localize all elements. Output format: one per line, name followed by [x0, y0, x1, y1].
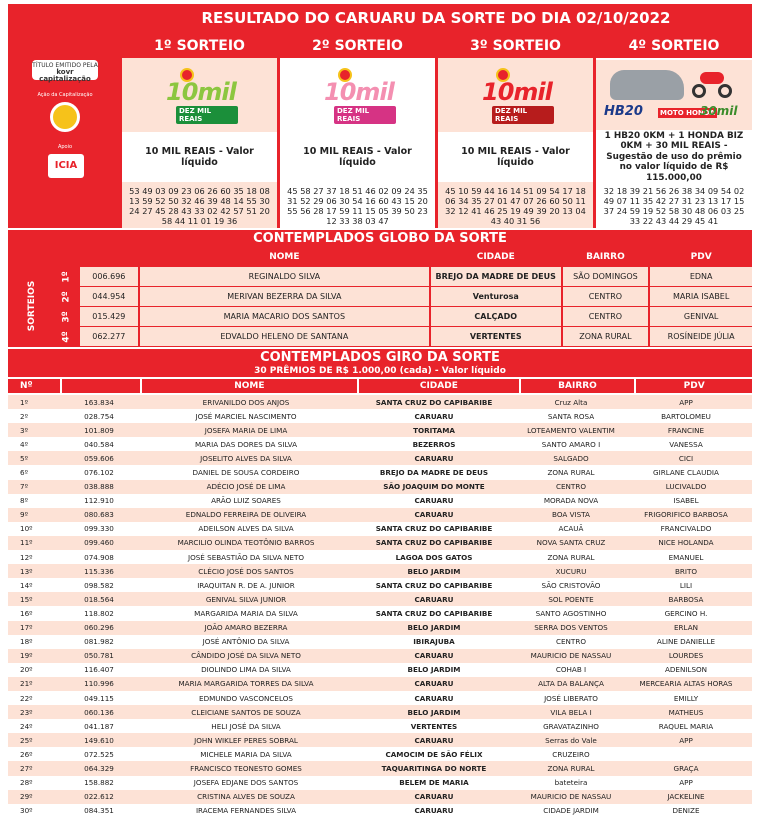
table-row [8, 804, 752, 818]
row-pdv: FRANCIVALDO [660, 524, 712, 534]
row-name: EDMUNDO VASCONCELOS [199, 693, 293, 703]
kovr-name: kovr capitalização [39, 68, 91, 83]
row-city: LAGOA DOS GATOS [395, 552, 473, 562]
drawn-numbers: 45 58 27 37 18 51 46 02 09 24 35 31 52 29 06 30 54 16 60 43 15 20 55 56 28 17 59 11 15 05 39 50 23 12 33 38 03 47 [287, 186, 428, 226]
row-name: MICHELE MARIA DA SILVA [200, 749, 292, 759]
row-number: 1º [20, 397, 28, 407]
sorteio-2-card [280, 34, 435, 228]
row-number: 14º [20, 580, 33, 590]
row-number: 16º [20, 608, 33, 618]
sorteio-1-card [122, 34, 277, 228]
row-district: ZONA RURAL [547, 763, 595, 773]
row-district: CRUZEIRO [552, 749, 590, 759]
row-name: HELI JOSÉ DA SILVA [211, 721, 281, 731]
row-district: BOA VISTA [552, 510, 590, 520]
row-city: CARUARU [414, 510, 454, 520]
row-pdv: JACKELINE [667, 792, 705, 802]
row-city: CARUARU [414, 735, 454, 745]
row-name: DIOLINDO LIMA DA SILVA [201, 665, 291, 675]
giro-subheading: 30 PRÊMIOS DE R$ 1.000,00 (cada) - Valor líquido [8, 365, 752, 377]
row-pdv: MATHEUS [668, 707, 704, 717]
row-ticket: 099.460 [84, 538, 114, 548]
row-number: 8º [20, 496, 28, 506]
giro-table [8, 395, 752, 818]
prize-description: 10 MIL REAIS - Valor líquido [122, 132, 277, 182]
row-number: 21º [20, 679, 33, 689]
row-ticket: 163.834 [84, 397, 114, 407]
trinta-mil-badge: 30mil [700, 104, 738, 118]
row-district: NOVA SANTA CRUZ [536, 538, 606, 548]
row-city: CARUARU [414, 411, 454, 421]
col-pdv: PDV [650, 247, 752, 266]
row-number: 17º [20, 623, 33, 633]
row-ticket: 040.584 [84, 439, 114, 449]
row-name: MARIA MARGARIDA TORRES DA SILVA [178, 679, 314, 689]
sorteio-heading: 2º SORTEIO [280, 34, 435, 58]
table-row [8, 550, 752, 564]
table-row [8, 395, 752, 409]
sorteio-heading: 1º SORTEIO [122, 34, 277, 58]
row-ticket: 050.781 [84, 651, 114, 661]
table-row [8, 480, 752, 494]
row-city: CARUARU [414, 594, 454, 604]
row-district: SÃO CRISTOVÃO [541, 580, 601, 590]
row-pdv: GRAÇA [673, 763, 699, 773]
table-row: 3º 015.429 MARIA MACARIO DOS SANTOS CALÇADO CENTRO GENIVAL [56, 307, 752, 326]
row-name: ARÃO LUIZ SOARES [211, 496, 281, 506]
row-district: Serras do Vale [545, 735, 597, 745]
row-pdv: ADENILSON [664, 665, 708, 675]
row-city: BELEM DE MARIA [399, 778, 469, 788]
globo-table [8, 247, 752, 347]
row-pdv: LUCIVALDO [665, 482, 707, 492]
row-name: GENIVAL SILVA JUNIOR [205, 594, 287, 604]
row-number: 26º [20, 749, 33, 759]
table-row [8, 635, 752, 649]
row-name: JOSÉ ANTÔNIO DA SILVA [202, 637, 290, 647]
row-number: 18º [20, 637, 33, 647]
drawn-numbers: 32 18 39 21 56 26 38 34 09 54 02 49 07 11 35 42 27 31 23 13 17 15 37 24 59 19 52 58 30 48 06 03 25 33 22 43 44 29 45 41 [603, 186, 745, 226]
row-name: IRACEMA FERNANDES SILVA [195, 806, 297, 816]
row-pdv: APP [679, 778, 693, 788]
row-city: CARUARU [414, 453, 454, 463]
page-title: RESULTADO DO CARUARU DA SORTE DO DIA 02/10/2022 [201, 9, 671, 27]
row-city: CARUARU [414, 693, 454, 703]
table-row [8, 663, 752, 677]
row-name: JOSÉ SEBASTIÃO DA SILVA NETO [187, 552, 305, 562]
table-row: 4º 062.277 EDVALDO HELENO DE SANTANA VERTENTES ZONA RURAL ROSÍNEIDE JÚLIA [56, 327, 752, 346]
cac-caption: Ação da Capitalização [37, 92, 93, 98]
row-district: COHAB I [555, 665, 587, 675]
row-district: MAURICIO DE NASSAU [530, 792, 612, 802]
row-ticket: 072.525 [84, 749, 114, 759]
row-ticket: 028.754 [84, 411, 114, 421]
row-ticket: 084.351 [84, 806, 114, 816]
sorteios-side-label: SORTEIOS [27, 280, 37, 332]
prize-description: 10 MIL REAIS - Valor líquido [280, 132, 435, 182]
table-row [8, 790, 752, 804]
row-city: SANTA CRUZ DO CAPIBARIBE [375, 397, 493, 407]
prize-image [596, 60, 752, 130]
col-nome: NOME [140, 247, 429, 266]
row-district: SANTA ROSA [547, 411, 595, 421]
row-ticket: 022.612 [84, 792, 114, 802]
row-district: CENTRO [556, 482, 586, 492]
row-ticket: 110.996 [84, 679, 114, 689]
row-city: SÃO JOAQUIM DO MONTE [383, 482, 485, 492]
row-ticket: 118.802 [84, 608, 114, 618]
table-row: 1º 006.696 REGINALDO SILVA BREJO DA MADRE DE DEUS SÃO DOMINGOS EDNA [56, 267, 752, 286]
row-pdv: EMILLY [673, 693, 699, 703]
row-district: SANTO AMARO I [541, 439, 601, 449]
table-row [8, 733, 752, 747]
table-row [8, 409, 752, 423]
row-number: 2º [20, 411, 28, 421]
row-city: CARUARU [414, 806, 454, 816]
table-row [8, 621, 752, 635]
row-pdv: ISABEL [673, 496, 699, 506]
row-district: MORADA NOVA [543, 496, 599, 506]
table-row [8, 776, 752, 790]
row-number: 29º [20, 792, 33, 802]
row-ticket: 074.908 [84, 552, 114, 562]
row-number: 6º [20, 468, 28, 478]
table-row [8, 522, 752, 536]
kovr-logo [32, 60, 98, 83]
table-row [8, 747, 752, 761]
table-row [8, 677, 752, 691]
row-name: MARIA DAS DORES DA SILVA [194, 439, 298, 449]
row-city: SANTA CRUZ DO CAPIBARIBE [375, 580, 493, 590]
table-row [8, 691, 752, 705]
table-row [8, 465, 752, 479]
sorteio-heading: 4º SORTEIO [596, 34, 752, 58]
row-pdv: RAQUEL MARIA [658, 721, 714, 731]
row-pdv: APP [679, 735, 693, 745]
row-district: SANTO AGOSTINHO [535, 608, 607, 618]
row-city: BELO JARDIM [407, 566, 461, 576]
row-city: SANTA CRUZ DO CAPIBARIBE [375, 538, 493, 548]
row-name: MARCILIO OLINDA TEOTÔNIO BARROS [177, 538, 315, 548]
col-bairro: BAIRRO [521, 379, 635, 393]
row-ticket: 099.330 [84, 524, 114, 534]
row-number: 9º [20, 510, 28, 520]
table-row [8, 423, 752, 437]
row-pdv: BARBOSA [668, 594, 704, 604]
row-pdv: ERLAN [674, 623, 698, 633]
row-ticket: 018.564 [84, 594, 114, 604]
row-pdv: FRANCINE [667, 425, 705, 435]
hb20-badge: HB20 [604, 104, 643, 119]
row-name: CÂNDIDO JOSÉ DA SILVA NETO [191, 651, 301, 661]
drawn-numbers: 53 49 03 09 23 06 26 60 35 18 08 13 59 52 50 32 46 39 48 14 55 30 24 27 45 28 43 33 02 42 57 51 20 58 44 11 01 19 36 [129, 186, 270, 226]
prize-image [122, 60, 277, 130]
row-pdv: APP [679, 397, 693, 407]
table-row [8, 494, 752, 508]
col-pdv: PDV [636, 379, 752, 393]
row-ticket: 080.683 [84, 510, 114, 520]
row-district: ACAUÃ [558, 524, 584, 534]
row-name: MARGARIDA MARIA DA SILVA [194, 608, 298, 618]
row-number: 13º [20, 566, 33, 576]
row-district: CENTRO [556, 637, 586, 647]
car-icon [610, 70, 684, 100]
row-district: CIDADE JARDIM [543, 806, 599, 816]
row-name: JOSÉ MARCIEL NASCIMENTO [195, 411, 297, 421]
sorteio-4-card [596, 34, 752, 228]
row-district: XUCURU [555, 566, 587, 576]
row-city: IBIRAJUBA [413, 637, 455, 647]
col-n: Nº [8, 379, 60, 393]
row-number: 7º [20, 482, 28, 492]
row-name: JOSELITO ALVES DA SILVA [200, 453, 292, 463]
row-city: SANTA CRUZ DO CAPIBARIBE [375, 524, 493, 534]
row-ticket: 116.407 [84, 665, 114, 675]
row-district: Cruz Alta [554, 397, 588, 407]
row-name: DANIEL DE SOUSA CORDEIRO [192, 468, 300, 478]
row-name: IRAQUITAN R. DE A. JUNIOR [197, 580, 295, 590]
row-number: 23º [20, 707, 33, 717]
row-district: SOL POENTE [548, 594, 594, 604]
row-pdv: GIRLANE CLAUDIA [653, 468, 719, 478]
row-ticket: 060.136 [84, 707, 114, 717]
drawn-numbers: 45 10 59 44 16 14 51 09 54 17 18 06 34 35 27 01 47 07 26 60 50 11 32 12 41 46 25 19 49 39 20 13 04 43 40 31 56 [445, 186, 586, 226]
table-row [8, 761, 752, 775]
row-city: BELO JARDIM [407, 707, 461, 717]
row-pdv: VANESSA [669, 439, 703, 449]
row-city: BREJO DA MADRE DE DEUS [379, 468, 489, 478]
row-pdv [628, 747, 744, 761]
row-name: JOSEFA EDJANE DOS SANTOS [193, 778, 299, 788]
row-name: ADEILSON ALVES DA SILVA [198, 524, 294, 534]
row-pdv: MERCEARIA ALTAS HORAS [639, 679, 733, 689]
sorteio-3-card [438, 34, 593, 228]
row-number: 11º [20, 538, 33, 548]
row-ticket: 059.606 [84, 453, 114, 463]
row-ticket: 060.296 [84, 623, 114, 633]
table-row [8, 606, 752, 620]
row-district: GRAVATAZINHO [543, 721, 599, 731]
prize-description: 1 HB20 0KM + 1 HONDA BIZ 0KM + 30 MIL REAIS - Sugestão de uso do prêmio no valor líquido de R$ 115.000,00 [596, 132, 752, 182]
prize-image [438, 60, 593, 130]
row-name: ADÉCIO JOSÉ DE LIMA [206, 482, 286, 492]
row-pdv: EMANUEL [668, 552, 704, 562]
row-city: BELO JARDIM [407, 665, 461, 675]
row-city: SANTA CRUZ DO CAPIBARIBE [375, 608, 493, 618]
row-number: 20º [20, 665, 33, 675]
row-pdv: LILI [679, 580, 693, 590]
table-row [8, 705, 752, 719]
prize-description: 10 MIL REAIS - Valor líquido [438, 132, 593, 182]
row-district: ALTA DA BALANÇA [538, 679, 604, 689]
row-pdv: NICE HOLANDA [658, 538, 714, 548]
kovr-caption: TÍTULO EMITIDO PELA [32, 62, 98, 69]
row-name: ERIVANILDO DOS ANJOS [202, 397, 290, 407]
row-name: CLÉCIO JOSÉ DOS SANTOS [198, 566, 294, 576]
row-ticket: 112.910 [84, 496, 114, 506]
col-nome: NOME [142, 379, 357, 393]
row-district: JOSÉ LIBERATO [544, 693, 598, 703]
col-cidade: CIDADE [359, 379, 519, 393]
row-ticket: 076.102 [84, 468, 114, 478]
dez-mil-badge: 10mil DEZ MIL REAIS [478, 72, 554, 120]
row-district: LOTEAMENTO VALENTIM [527, 425, 615, 435]
row-pdv: GERCINO H. [664, 608, 708, 618]
table-row [8, 649, 752, 663]
row-city: CARUARU [414, 792, 454, 802]
row-name: CRISTINA ALVES DE SOUZA [197, 792, 295, 802]
row-district: bateteira [554, 778, 588, 788]
globo-header-row [56, 247, 752, 266]
row-name: JOHN WIKLEF PERES SOBRAL [194, 735, 298, 745]
motorcycle-icon [692, 68, 732, 98]
table-row [8, 536, 752, 550]
row-ticket: 041.187 [84, 721, 114, 731]
giro-header-row [8, 379, 752, 393]
row-district: SERRA DOS VENTOS [534, 623, 608, 633]
icia-logo: ICIA [48, 154, 84, 178]
row-district: ZONA RURAL [547, 468, 595, 478]
row-number: 4º [20, 439, 28, 449]
dez-mil-badge: 10mil DEZ MIL REAIS [162, 72, 238, 120]
col-cidade: CIDADE [431, 247, 561, 266]
row-city: CARUARU [414, 496, 454, 506]
ic-caption: Apoio [57, 144, 73, 150]
row-city: VERTENTES [410, 721, 458, 731]
row-district: VILA BELA I [550, 707, 592, 717]
row-ticket: 081.982 [84, 637, 114, 647]
row-number: 3º [20, 425, 28, 435]
row-pdv: ALINE DANIELLE [656, 637, 716, 647]
row-city: BEZERROS [412, 439, 456, 449]
row-number: 15º [20, 594, 33, 604]
row-ticket: 098.582 [84, 580, 114, 590]
row-pdv: FRIGORIFICO BARBOSA [644, 510, 728, 520]
row-district: ZONA RURAL [547, 552, 595, 562]
row-number: 19º [20, 651, 33, 661]
table-row: 2º 044.954 MERIVAN BEZERRA DA SILVA Venturosa CENTRO MARIA ISABEL [56, 287, 752, 306]
row-number: 22º [20, 693, 33, 703]
row-number: 25º [20, 735, 33, 745]
row-city: CAMOCIM DE SÃO FÉLIX [385, 749, 483, 759]
row-number: 12º [20, 552, 33, 562]
row-district: MAURICIO DE NASSAU [530, 651, 612, 661]
row-number: 27º [20, 763, 33, 773]
table-row [8, 437, 752, 451]
row-city: TAQUARITINGA DO NORTE [381, 763, 487, 773]
row-number: 30º [20, 806, 33, 816]
row-pdv: CICI [678, 453, 694, 463]
row-number: 5º [20, 453, 28, 463]
row-name: CLEICIANE SANTOS DE SOUZA [191, 707, 301, 717]
row-pdv: DENIZE [672, 806, 700, 816]
row-name: JOSEFA MARIA DE LIMA [204, 425, 288, 435]
row-city: BELO JARDIM [407, 623, 461, 633]
row-name: FRANCISCO TEONESTO GOMES [190, 763, 302, 773]
giro-heading: CONTEMPLADOS GIRO DA SORTE [8, 349, 752, 366]
table-row [8, 578, 752, 592]
row-ticket: 115.336 [84, 566, 114, 576]
row-pdv: LOURDES [668, 651, 704, 661]
dez-mil-badge: 10mil DEZ MIL REAIS [320, 72, 396, 120]
row-ticket: 064.329 [84, 763, 114, 773]
results-header-block [8, 4, 752, 228]
row-city: TORITAMA [413, 425, 455, 435]
table-row [8, 508, 752, 522]
row-pdv: BRITO [674, 566, 698, 576]
col-bairro: BAIRRO [563, 247, 649, 266]
row-number: 10º [20, 524, 33, 534]
row-name: JOÃO AMARO BEZERRA [204, 623, 288, 633]
row-city: CARUARU [414, 651, 454, 661]
prize-image [280, 60, 435, 130]
moto-honda-badge: MOTO HONDA [660, 109, 715, 117]
row-district: SALGADO [553, 453, 589, 463]
row-name: EDNALDO FERREIRA DE OLIVEIRA [185, 510, 307, 520]
sorteio-heading: 3º SORTEIO [438, 34, 593, 58]
globo-heading: CONTEMPLADOS GLOBO DA SORTE [8, 230, 752, 247]
row-ticket: 038.888 [84, 482, 114, 492]
row-ticket: 101.809 [84, 425, 114, 435]
table-row [8, 719, 752, 733]
row-ticket: 149.610 [84, 735, 114, 745]
row-city: CARUARU [414, 679, 454, 689]
row-number: 28º [20, 778, 33, 788]
row-ticket: 158.882 [84, 778, 114, 788]
row-number: 24º [20, 721, 33, 731]
row-pdv: BARTOLOMEU [661, 411, 711, 421]
table-row [8, 451, 752, 465]
caruaru-da-sorte-logo [50, 102, 80, 132]
row-ticket: 049.115 [84, 693, 114, 703]
table-row [8, 592, 752, 606]
table-row [8, 564, 752, 578]
sponsor-logos [8, 4, 120, 228]
